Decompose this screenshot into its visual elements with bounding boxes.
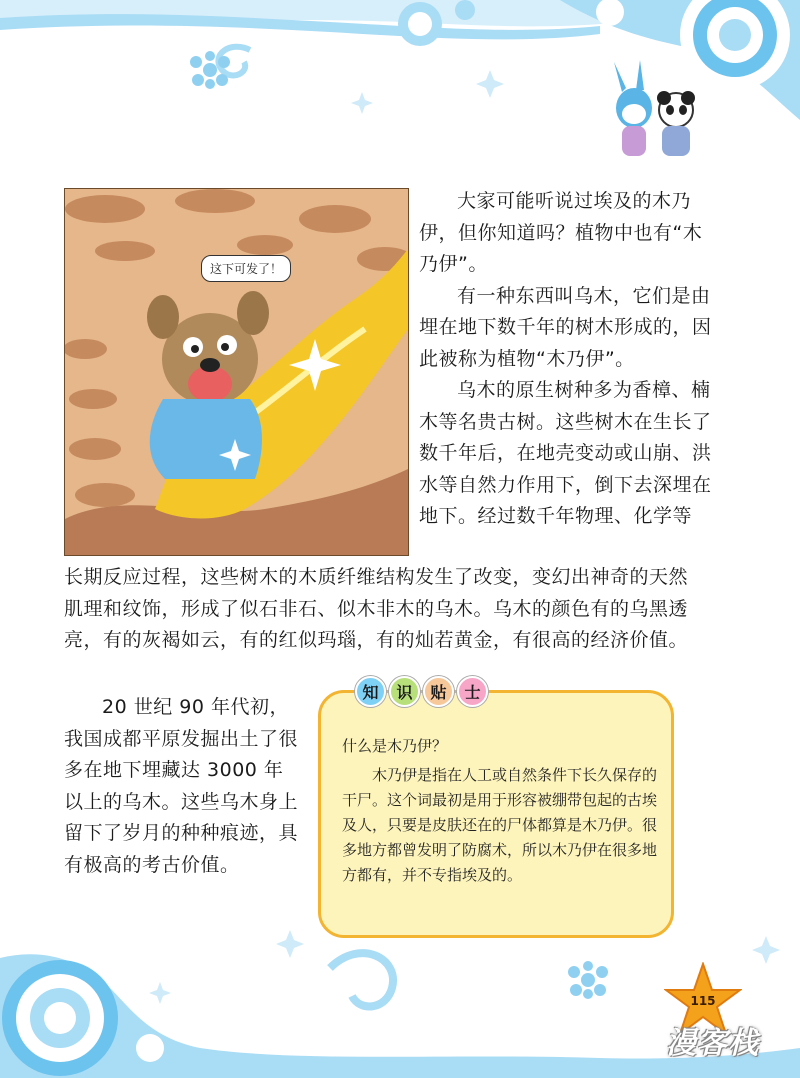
tip-title <box>355 676 488 707</box>
article-full-width <box>64 562 704 657</box>
paragraph-continuation: 长期反应过程，这些树木的木质纤维结构发生了改变，变幻出神奇的天然肌理和纹饰，形成了似石非石、似木非木的乌木。乌木的颜色有的乌黑透亮，有的灰褐如云，有的红似玛瑙，有的灿若黄金，有很高的经济价值。 <box>64 566 689 651</box>
page-number: 115 <box>690 994 716 1008</box>
paragraph-chengdu: 20 世纪 90 年代初，我国成都平原发掘出土了很多在地下埋藏达 3000 年以上的乌木。这些乌木身上留下了岁月的种种痕迹，具有极高的考古价值。 <box>64 696 299 876</box>
paragraph-intro: 大家可能听说过埃及的木乃伊，但你知道吗？植物中也有“木乃伊”。 <box>419 190 703 275</box>
mascot-characters-image <box>596 58 708 168</box>
tip-title-char: 士 <box>457 676 488 707</box>
article-right-column <box>419 186 721 533</box>
tip-content <box>342 734 658 888</box>
speech-bubble: 这下可发了！ <box>201 255 291 282</box>
paragraph-ebony: 有一种东西叫乌木，它们是由埋在地下数千年的树木形成的，因此被称为植物“木乃伊”。 <box>419 284 712 370</box>
cartoon-illustration <box>64 188 409 556</box>
tip-title-char: 识 <box>389 676 420 707</box>
tip-answer: 木乃伊是指在人工或自然条件下长久保存的干尸。这个词最初是用于形容被绷带包起的古埃及人，只要是皮肤还在的尸体都算是木乃伊。很多地方都曾发明了防腐术，所以木乃伊在很多地方都有，并不专指埃及的。 <box>342 766 658 884</box>
tip-title-char: 贴 <box>423 676 454 707</box>
watermark-logo: 漫客栈 <box>666 1026 759 1061</box>
tip-title-char: 知 <box>355 676 386 707</box>
paragraph-origin: 乌木的原生树种多为香樟、楠木等名贵古树。这些树木在生长了数千年后，在地壳变动或山崩、洪水等自然力作用下，倒下去深埋在地下。经过数千年物理、化学等 <box>419 379 712 527</box>
dog-digging-ebony-image <box>65 189 408 555</box>
article-left-column <box>64 692 298 881</box>
tip-question: 什么是木乃伊？ <box>342 737 448 755</box>
